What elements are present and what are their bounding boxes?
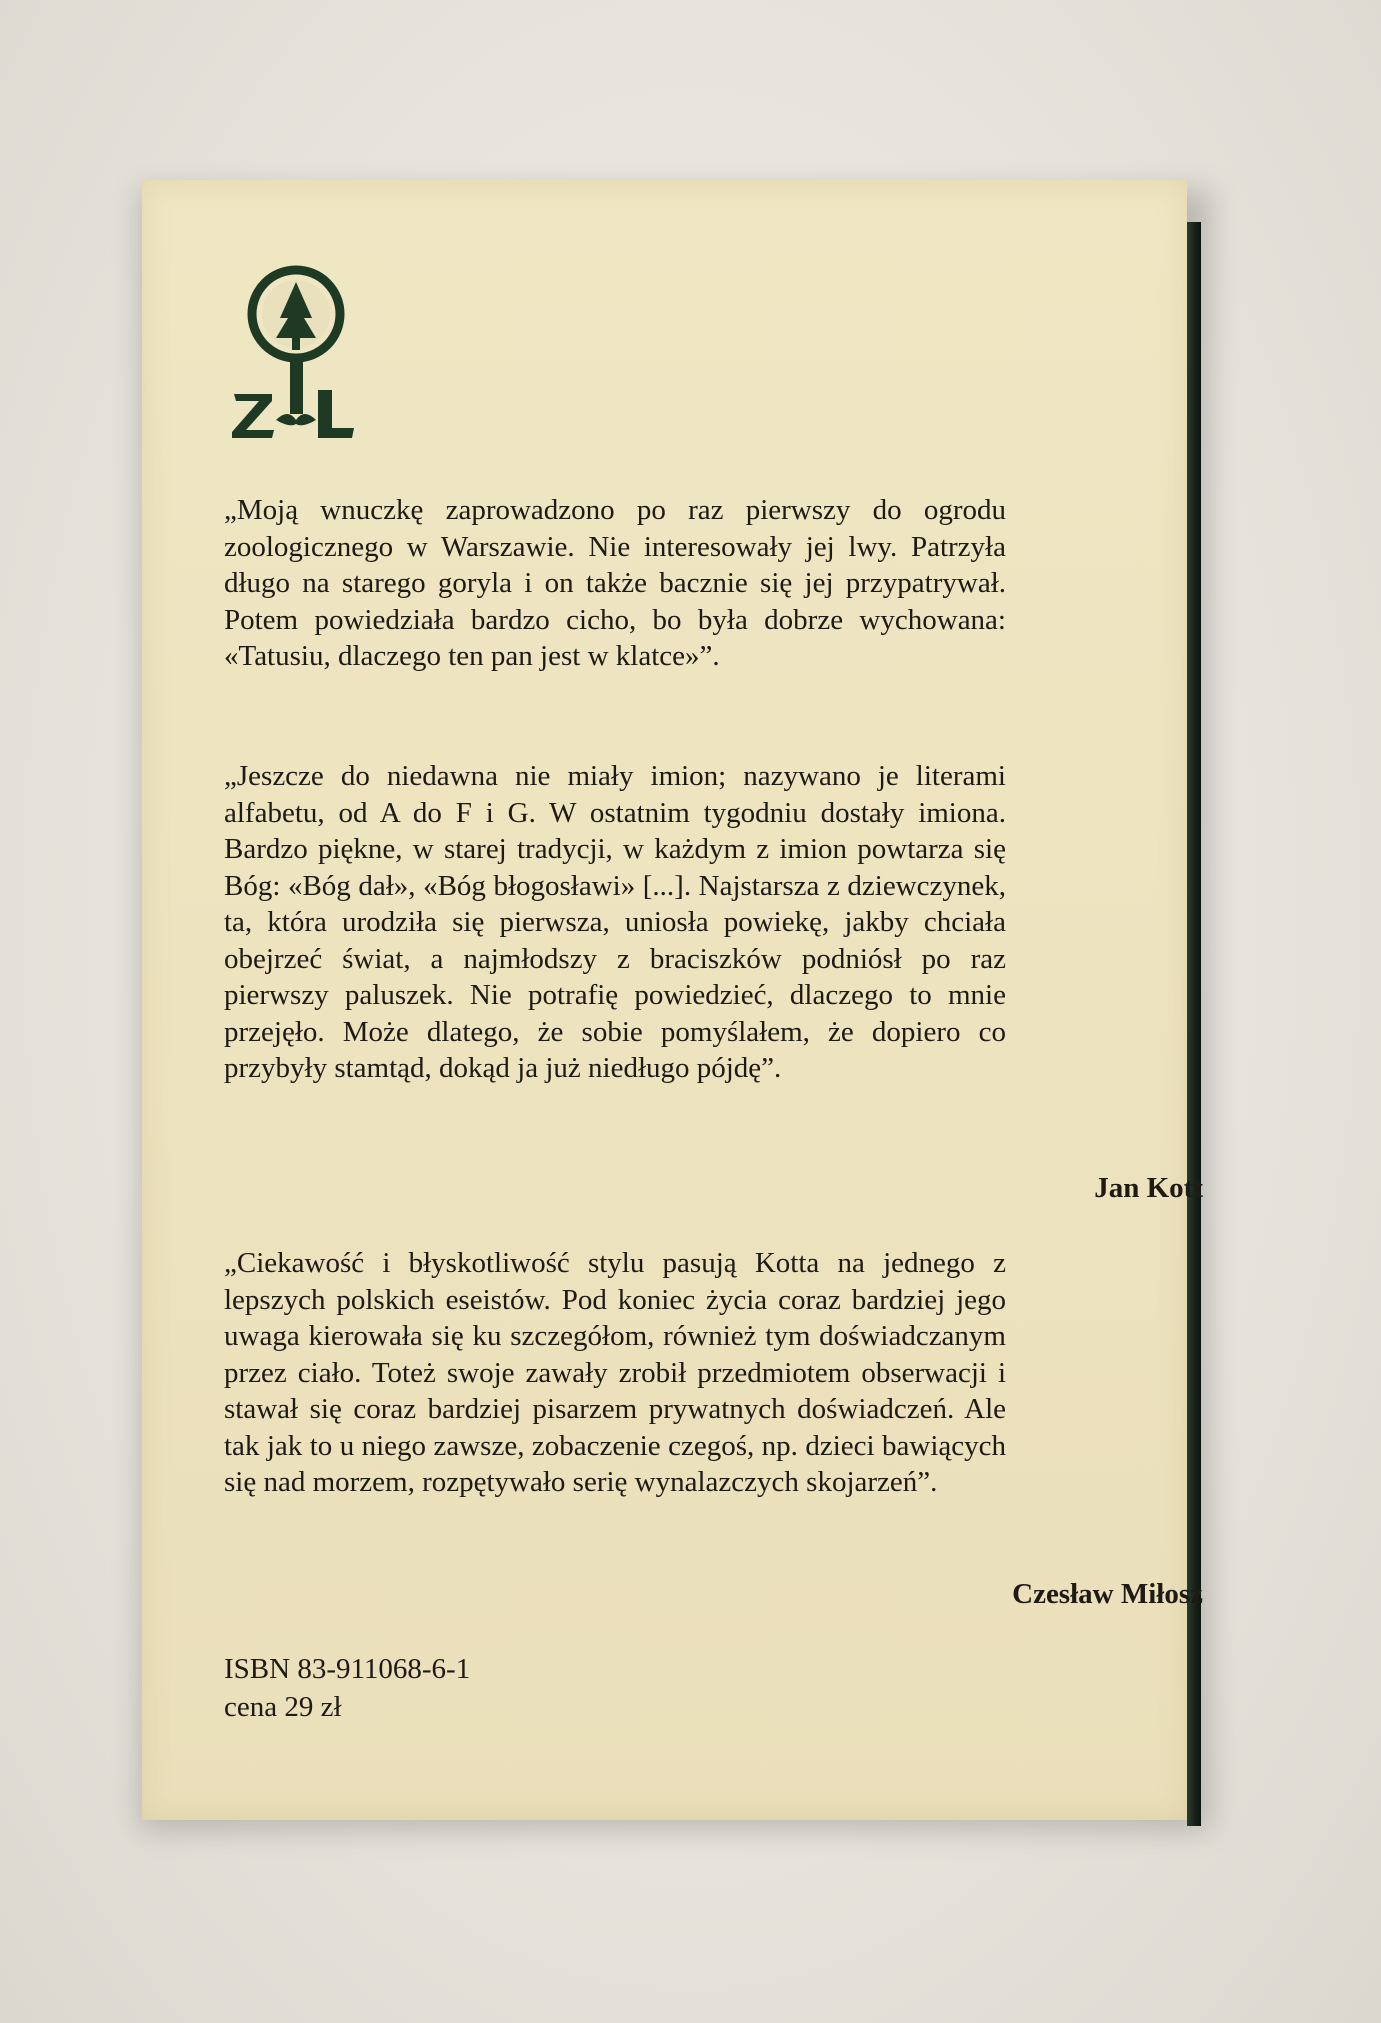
publisher-logo	[232, 262, 357, 447]
author-czeslaw-milosz: Czesław Miłosz	[1012, 1578, 1203, 1610]
isbn-number: ISBN 83-911068-6-1	[224, 1653, 471, 1685]
price-label: cena 29 zł	[224, 1691, 342, 1723]
publication-info	[224, 1650, 470, 1726]
quote-kott-1-text: „Moją wnuczkę zaprowadzono po raz pierwszy do ogrodu zoologicznego w Warszawie. Nie interesowały jej lwy. Patrzyła długo na starego goryla i on także bacznie się jej przypatrywał. Potem powiedziała bardzo cicho, bo była dobrze wychowana: «Tatusiu, dlaczego ten pan jest w klatce»”.	[224, 494, 1006, 672]
quote-milosz-text: „Ciekawość i błyskotliwość stylu pasują Kotta na jednego z lepszych polskich eseistów. Pod koniec życia coraz bardziej jego uwaga kierowała się ku szczegółom, również tym doświadczanym przez ciało. Toteż swoje zawały zrobił przedmiotem obserwacji i stawał się coraz bardziej pisarzem prywatnych doświadczeń. Ale tak jak to u niego zawsze, zobaczenie czegoś, np. dzieci bawiących się nad morzem, rozpętywało serię wynalazczych skojarzeń”.	[224, 1247, 1006, 1498]
logo-letter-l	[318, 390, 354, 438]
quote-kott-1	[224, 492, 1006, 675]
logo-stem	[290, 356, 303, 414]
author-jan-kott: Jan Kott	[1094, 1172, 1203, 1204]
logo-leaf-icon	[276, 414, 316, 425]
quote-kott-2	[224, 758, 1006, 1087]
tree-trunk	[292, 336, 300, 350]
quote-milosz	[224, 1245, 1006, 1501]
logo-letter-z	[232, 394, 274, 438]
quote-kott-2-text: „Jeszcze do niedawna nie miały imion; nazywano je literami alfabetu, od A do F i G. W ostatnim tygodniu dostały imiona. Bardzo piękne, w starej tradycji, w każdym z imion powtarza się Bóg: «Bóg dał», «Bóg błogosławi» [...]. Najstarsza z dziewczynek, ta, która urodziła się pierwsza, uniosła powiekę, jakby chciała obejrzeć świat, a najmłodszy z braciszków podniósł po raz pierwszy paluszek. Nie potrafię powiedzieć, dlaczego to mnie przejęło. Może dlatego, że sobie pomyślałem, że dopiero co przybyły stamtąd, dokąd ja już niedługo pójdę”.	[224, 760, 1006, 1084]
